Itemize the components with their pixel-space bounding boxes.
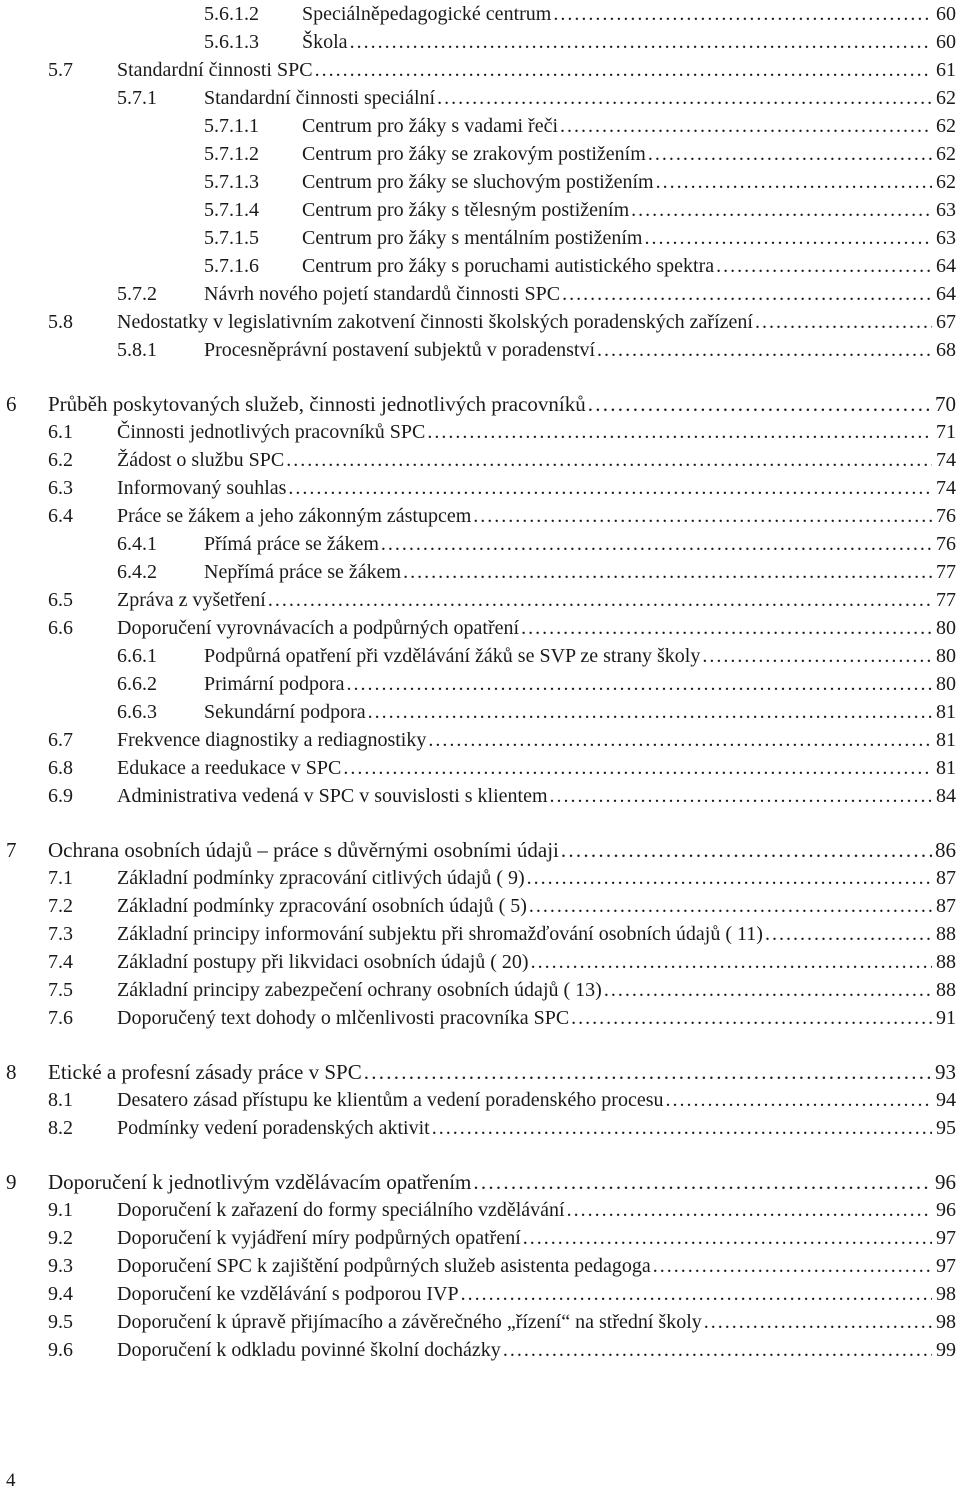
dot-leader bbox=[461, 1280, 932, 1308]
dot-leader bbox=[523, 1224, 932, 1252]
toc-entry-page: 97 bbox=[936, 1255, 956, 1277]
toc-entry-title: Základní podmínky zpracování citlivých údajů ( 9) bbox=[117, 867, 525, 889]
dot-leader bbox=[437, 84, 932, 112]
toc-entry-number: 5.8 bbox=[48, 311, 73, 333]
toc-entry[interactable] bbox=[204, 0, 956, 28]
toc-entry-page: 62 bbox=[936, 115, 956, 137]
toc-entry-number: 9.6 bbox=[48, 1339, 73, 1361]
toc-entry[interactable] bbox=[204, 28, 956, 56]
toc-entry-number: 6.6 bbox=[48, 617, 73, 639]
toc-entry-number: 5.8.1 bbox=[117, 339, 157, 361]
dot-leader bbox=[704, 1308, 932, 1336]
toc-entry[interactable] bbox=[204, 112, 956, 140]
toc-entry-title: Centrum pro žáky se zrakovým postižením bbox=[302, 143, 646, 165]
dot-leader bbox=[561, 836, 932, 864]
toc-entry-title: Základní principy informování subjektu při shromažďování osobních údajů ( 11) bbox=[117, 923, 763, 945]
toc-entry-title: Doporučení k odkladu povinné školní docházky bbox=[117, 1339, 501, 1361]
toc-entry-page: 81 bbox=[936, 757, 956, 779]
toc-entry-title: Nedostatky v legislativním zakotvení činnosti školských poradenských zařízení bbox=[117, 311, 753, 333]
toc-entry[interactable] bbox=[117, 280, 956, 308]
toc-entry-page: 68 bbox=[936, 339, 956, 361]
toc-entry-title: Frekvence diagnostiky a rediagnostiky bbox=[117, 729, 427, 751]
toc-entry-number: 5.7 bbox=[48, 59, 73, 81]
toc-entry[interactable] bbox=[117, 558, 956, 586]
toc-entry[interactable] bbox=[48, 1280, 956, 1308]
dot-leader bbox=[645, 224, 933, 252]
toc-entry-title: Ochrana osobních údajů – práce s důvěrnými osobními údaji bbox=[48, 838, 559, 862]
toc-entry-number: 6.4 bbox=[48, 505, 73, 527]
toc-entry-page: 64 bbox=[936, 255, 956, 277]
toc-entry-page: 91 bbox=[936, 1007, 956, 1029]
toc-entry-page: 74 bbox=[936, 477, 956, 499]
toc-entry-number: 6.3 bbox=[48, 477, 73, 499]
toc-entry-page: 61 bbox=[936, 59, 956, 81]
toc-entry-number: 5.7.1.4 bbox=[204, 199, 259, 221]
toc-entry-title: Centrum pro žáky s mentálním postižením bbox=[302, 227, 643, 249]
toc-entry-title: Činnosti jednotlivých pracovníků SPC bbox=[117, 421, 426, 443]
toc-entry-page: 95 bbox=[936, 1117, 956, 1139]
toc-entry-page: 62 bbox=[936, 171, 956, 193]
toc-entry-page: 96 bbox=[936, 1199, 956, 1221]
toc-entry-number: 5.6.1.2 bbox=[204, 3, 259, 25]
toc-entry-number: 6.6.1 bbox=[117, 645, 157, 667]
dot-leader bbox=[432, 1114, 932, 1142]
dot-leader bbox=[553, 0, 932, 28]
toc-entry-page: 77 bbox=[936, 589, 956, 611]
page-number: 4 bbox=[6, 1470, 16, 1491]
toc-entry-title: Etické a profesní zásady práce v SPC bbox=[48, 1060, 362, 1084]
toc-entry[interactable] bbox=[48, 1252, 956, 1280]
toc-entry-title: Podpůrná opatření při vzdělávání žáků se SVP ze strany školy bbox=[204, 645, 701, 667]
dot-leader bbox=[527, 864, 932, 892]
toc-entry-title: Doporučení ke vzdělávání s podporou IVP bbox=[117, 1283, 459, 1305]
toc-entry-number: 6.1 bbox=[48, 421, 73, 443]
toc-entry-title: Centrum pro žáky se sluchovým postižením bbox=[302, 171, 654, 193]
toc-entry-title: Doporučení k zařazení do formy speciálního vzdělávání bbox=[117, 1199, 565, 1221]
dot-leader bbox=[653, 1252, 932, 1280]
toc-entry-title: Základní podmínky zpracování osobních údajů ( 5) bbox=[117, 895, 527, 917]
toc-entry-title: Doporučený text dohody o mlčenlivosti pracovníka SPC bbox=[117, 1007, 570, 1029]
dot-leader bbox=[473, 502, 932, 530]
toc-entry-title: Návrh nového pojetí standardů činnosti SPC bbox=[204, 283, 561, 305]
dot-leader bbox=[562, 280, 932, 308]
dot-leader bbox=[364, 1058, 932, 1086]
dot-leader bbox=[286, 446, 932, 474]
toc-entry-number: 8 bbox=[6, 1060, 17, 1084]
toc-entry-number: 9.5 bbox=[48, 1311, 73, 1333]
dot-leader bbox=[567, 1196, 932, 1224]
toc-entry-title: Doporučení k vyjádření míry podpůrných opatření bbox=[117, 1227, 521, 1249]
toc-entry[interactable] bbox=[204, 140, 956, 168]
toc-entry-number: 5.7.1.2 bbox=[204, 143, 259, 165]
toc-entry-page: 76 bbox=[936, 505, 956, 527]
toc-entry-page: 71 bbox=[936, 421, 956, 443]
toc-entry-page: 86 bbox=[935, 838, 956, 862]
toc-entry[interactable] bbox=[48, 1336, 956, 1364]
toc-entry[interactable] bbox=[117, 670, 956, 698]
toc-entry[interactable] bbox=[48, 1086, 956, 1114]
toc-entry-page: 84 bbox=[936, 785, 956, 807]
toc-entry[interactable] bbox=[48, 614, 956, 642]
toc-entry-page: 87 bbox=[936, 867, 956, 889]
toc-entry-page: 87 bbox=[936, 895, 956, 917]
toc-entry[interactable] bbox=[48, 920, 956, 948]
dot-leader bbox=[503, 1336, 932, 1364]
toc-entry-title: Desatero zásad přístupu ke klientům a vedení poradenského procesu bbox=[117, 1089, 664, 1111]
toc-entry[interactable] bbox=[117, 698, 956, 726]
toc-entry-title: Centrum pro žáky s vadami řeči bbox=[302, 115, 559, 137]
toc-entry-number: 7.4 bbox=[48, 951, 73, 973]
toc-entry-number: 7.2 bbox=[48, 895, 73, 917]
toc-entry[interactable] bbox=[204, 196, 956, 224]
toc-entry-number: 8.2 bbox=[48, 1117, 73, 1139]
toc-entry-number: 7.1 bbox=[48, 867, 73, 889]
toc-entry[interactable] bbox=[117, 642, 956, 670]
toc-entry[interactable] bbox=[48, 754, 956, 782]
toc-entry[interactable] bbox=[48, 474, 956, 502]
toc-entry-page: 94 bbox=[936, 1089, 956, 1111]
toc-entry-page: 63 bbox=[936, 199, 956, 221]
toc-entry[interactable] bbox=[6, 1058, 956, 1086]
toc-entry-page: 63 bbox=[936, 227, 956, 249]
dot-leader bbox=[648, 140, 932, 168]
toc-entry[interactable] bbox=[48, 864, 956, 892]
toc-entry-number: 6.9 bbox=[48, 785, 73, 807]
toc-entry-number: 9.4 bbox=[48, 1283, 73, 1305]
toc-entry[interactable] bbox=[48, 1004, 956, 1032]
toc-entry-page: 99 bbox=[936, 1339, 956, 1361]
toc-entry-page: 67 bbox=[936, 311, 956, 333]
toc-entry-page: 77 bbox=[936, 561, 956, 583]
toc-entry-page: 88 bbox=[936, 923, 956, 945]
toc-entry-page: 60 bbox=[936, 3, 956, 25]
toc-entry-number: 5.7.1.6 bbox=[204, 255, 259, 277]
toc-entry[interactable] bbox=[117, 530, 956, 558]
toc-entry-number: 5.7.1.5 bbox=[204, 227, 259, 249]
dot-leader bbox=[268, 586, 932, 614]
toc-entry-page: 60 bbox=[936, 31, 956, 53]
dot-leader bbox=[529, 892, 932, 920]
toc-entry-title: Zpráva z vyšetření bbox=[117, 589, 266, 611]
toc-entry-page: 96 bbox=[935, 1170, 956, 1194]
toc-entry-number: 6.2 bbox=[48, 449, 73, 471]
toc-entry-number: 8.1 bbox=[48, 1089, 73, 1111]
dot-leader bbox=[403, 558, 932, 586]
toc-entry-title: Speciálněpedagogické centrum bbox=[302, 3, 552, 25]
toc-entry-page: 64 bbox=[936, 283, 956, 305]
toc-entry-page: 70 bbox=[935, 392, 956, 416]
dot-leader bbox=[288, 474, 932, 502]
dot-leader bbox=[521, 614, 932, 642]
toc-entry-page: 80 bbox=[936, 673, 956, 695]
toc-entry-title: Přímá práce se žákem bbox=[204, 533, 379, 555]
dot-leader bbox=[350, 28, 932, 56]
toc-entry-page: 81 bbox=[936, 729, 956, 751]
dot-leader bbox=[716, 252, 932, 280]
toc-entry-number: 5.7.2 bbox=[117, 283, 157, 305]
toc-entry-page: 93 bbox=[935, 1060, 956, 1084]
toc-entry-number: 5.7.1.1 bbox=[204, 115, 259, 137]
dot-leader bbox=[631, 196, 932, 224]
toc-entry-number: 7 bbox=[6, 838, 17, 862]
toc-entry[interactable] bbox=[48, 892, 956, 920]
toc-entry-title: Centrum pro žáky s poruchami autistického spektra bbox=[302, 255, 715, 277]
toc-entry-number: 7.5 bbox=[48, 979, 73, 1001]
toc-entry-page: 80 bbox=[936, 645, 956, 667]
toc-entry[interactable] bbox=[48, 726, 956, 754]
toc-entry-title: Průběh poskytovaných služeb, činnosti jednotlivých pracovníků bbox=[48, 392, 586, 416]
dot-leader bbox=[571, 1004, 932, 1032]
toc-entry-title: Informovaný souhlas bbox=[117, 477, 287, 499]
dot-leader bbox=[347, 670, 932, 698]
toc-entry-page: 62 bbox=[936, 87, 956, 109]
toc-entry-title: Doporučení k úpravě přijímacího a závěrečného „řízení“ na střední školy bbox=[117, 1311, 702, 1333]
toc-entry-number: 9.2 bbox=[48, 1227, 73, 1249]
dot-leader bbox=[588, 390, 932, 418]
toc-entry[interactable] bbox=[48, 976, 956, 1004]
dot-leader bbox=[473, 1168, 932, 1196]
toc-entry-page: 81 bbox=[936, 701, 956, 723]
toc-entry-title: Sekundární podpora bbox=[204, 701, 366, 723]
toc-entry[interactable] bbox=[6, 836, 956, 864]
toc-entry[interactable] bbox=[48, 1308, 956, 1336]
toc-entry-page: 98 bbox=[936, 1283, 956, 1305]
toc-entry[interactable] bbox=[48, 586, 956, 614]
toc-entry-title: Základní principy zabezpečení ochrany osobních údajů ( 13) bbox=[117, 979, 602, 1001]
toc-entry-number: 5.7.1 bbox=[117, 87, 157, 109]
dot-leader bbox=[550, 782, 932, 810]
dot-leader bbox=[315, 56, 932, 84]
toc-entry[interactable] bbox=[48, 502, 956, 530]
toc-entry-number: 6.4.2 bbox=[117, 561, 157, 583]
toc-entry-page: 98 bbox=[936, 1311, 956, 1333]
toc-entry-title: Doporučení vyrovnávacích a podpůrných opatření bbox=[117, 617, 520, 639]
toc-entry[interactable] bbox=[48, 1224, 956, 1252]
dot-leader bbox=[368, 698, 932, 726]
toc-entry-number: 7.3 bbox=[48, 923, 73, 945]
toc-entry-title: Doporučení k jednotlivým vzdělávacím opatřením bbox=[48, 1170, 472, 1194]
toc-entry-number: 6.5 bbox=[48, 589, 73, 611]
toc-entry-page: 88 bbox=[936, 979, 956, 1001]
dot-leader bbox=[560, 112, 932, 140]
toc-entry-page: 88 bbox=[936, 951, 956, 973]
toc-entry-title: Práce se žákem a jeho zákonným zástupcem bbox=[117, 505, 472, 527]
toc-entry-page: 74 bbox=[936, 449, 956, 471]
toc-entry[interactable] bbox=[48, 308, 956, 336]
toc-entry[interactable] bbox=[6, 1168, 956, 1196]
toc-entry-number: 6 bbox=[6, 392, 17, 416]
toc-entry-title: Administrativa vedená v SPC v souvislosti s klientem bbox=[117, 785, 548, 807]
toc-entry-page: 62 bbox=[936, 143, 956, 165]
toc-entry[interactable] bbox=[204, 168, 956, 196]
toc-entry-title: Standardní činnosti speciální bbox=[204, 87, 436, 109]
toc-entry-page: 80 bbox=[936, 617, 956, 639]
toc-entry[interactable] bbox=[48, 782, 956, 810]
toc-entry-page: 97 bbox=[936, 1227, 956, 1249]
toc-entry[interactable] bbox=[48, 1196, 956, 1224]
toc-entry-number: 6.6.2 bbox=[117, 673, 157, 695]
toc-entry-title: Doporučení SPC k zajištění podpůrných služeb asistenta pedagoga bbox=[117, 1255, 651, 1277]
toc-entry-title: Škola bbox=[302, 31, 348, 53]
toc-entry[interactable] bbox=[48, 418, 956, 446]
toc-entry-title: Edukace a reedukace v SPC bbox=[117, 757, 342, 779]
toc-entry[interactable] bbox=[6, 390, 956, 418]
dot-leader bbox=[702, 642, 932, 670]
toc-entry-title: Primární podpora bbox=[204, 673, 345, 695]
dot-leader bbox=[765, 920, 932, 948]
toc-entry-number: 7.6 bbox=[48, 1007, 73, 1029]
toc-entry-number: 5.7.1.3 bbox=[204, 171, 259, 193]
toc-entry-title: Procesněprávní postavení subjektů v poradenství bbox=[204, 339, 596, 361]
dot-leader bbox=[531, 948, 932, 976]
toc-entry-number: 9.1 bbox=[48, 1199, 73, 1221]
toc-entry[interactable] bbox=[48, 948, 956, 976]
toc-entry-title: Nepřímá práce se žákem bbox=[204, 561, 402, 583]
toc-entry-title: Žádost o službu SPC bbox=[117, 449, 285, 471]
toc-entry-page: 76 bbox=[936, 533, 956, 555]
toc-entry-number: 6.4.1 bbox=[117, 533, 157, 555]
toc-entry-number: 6.8 bbox=[48, 757, 73, 779]
dot-leader bbox=[597, 336, 932, 364]
dot-leader bbox=[604, 976, 932, 1004]
toc-entry-number: 5.6.1.3 bbox=[204, 31, 259, 53]
toc-entry-title: Centrum pro žáky s tělesným postižením bbox=[302, 199, 630, 221]
toc-entry[interactable] bbox=[117, 84, 956, 112]
toc-entry-title: Základní postupy při likvidaci osobních údajů ( 20) bbox=[117, 951, 529, 973]
dot-leader bbox=[428, 726, 932, 754]
dot-leader bbox=[656, 168, 932, 196]
toc-entry[interactable] bbox=[204, 224, 956, 252]
toc-entry[interactable] bbox=[48, 446, 956, 474]
toc-entry[interactable] bbox=[48, 1114, 956, 1142]
toc-entry-number: 9 bbox=[6, 1170, 17, 1194]
toc-entry[interactable] bbox=[117, 336, 956, 364]
toc-entry-title: Podmínky vedení poradenských aktivit bbox=[117, 1117, 430, 1139]
dot-leader bbox=[427, 418, 932, 446]
toc-entry-number: 6.6.3 bbox=[117, 701, 157, 723]
toc-entry[interactable] bbox=[204, 252, 956, 280]
dot-leader bbox=[755, 308, 932, 336]
dot-leader bbox=[665, 1086, 932, 1114]
toc-entry-number: 9.3 bbox=[48, 1255, 73, 1277]
toc-entry[interactable] bbox=[48, 56, 956, 84]
dot-leader bbox=[343, 754, 932, 782]
toc-entry-title: Standardní činnosti SPC bbox=[117, 59, 313, 81]
dot-leader bbox=[381, 530, 932, 558]
toc-entry-number: 6.7 bbox=[48, 729, 73, 751]
